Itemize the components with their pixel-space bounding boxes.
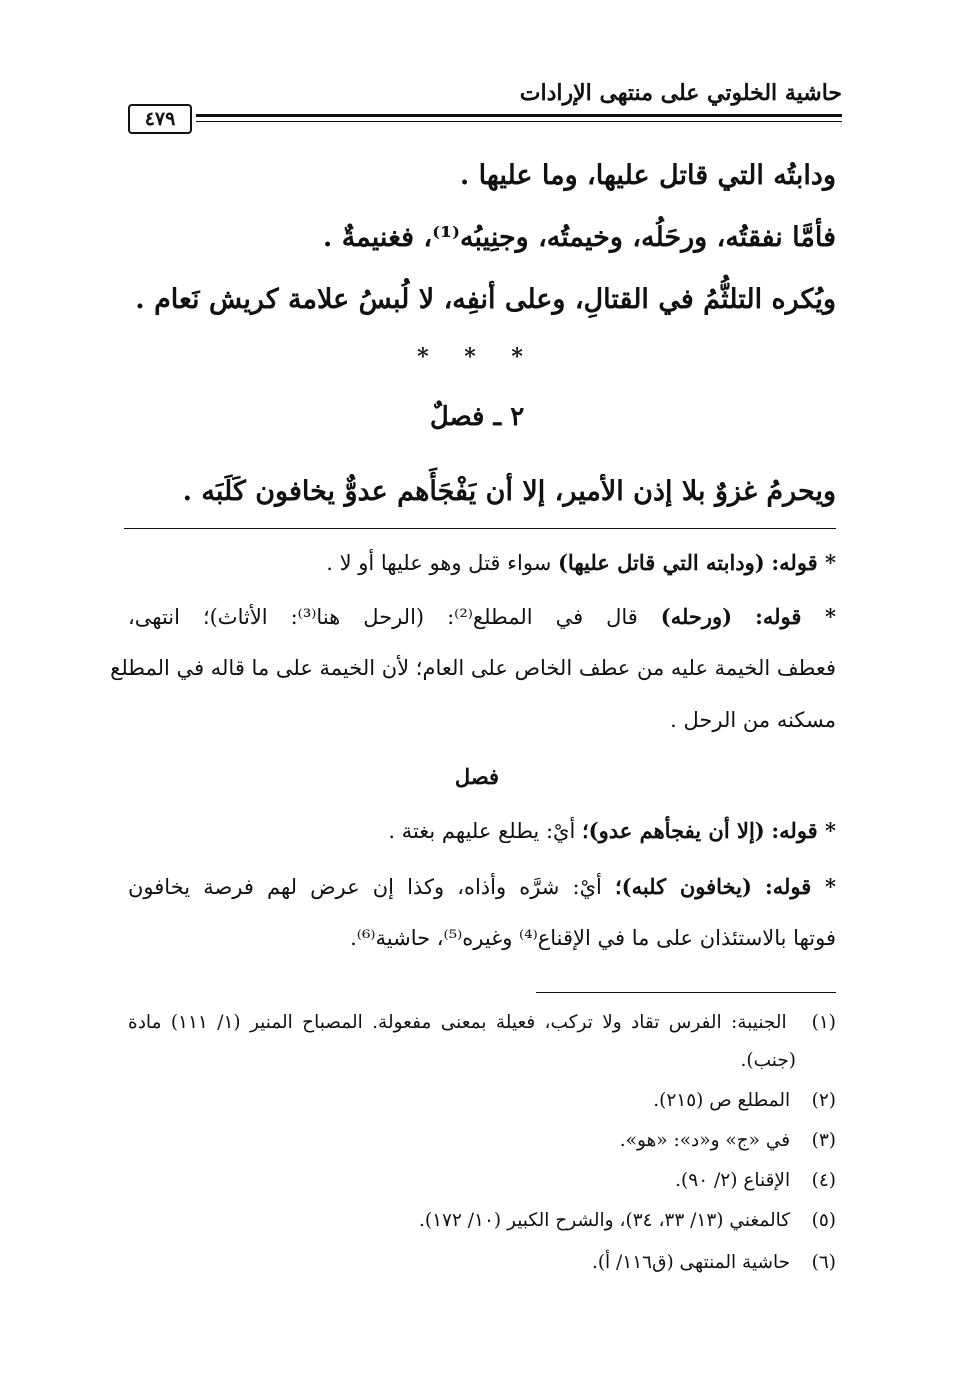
matn-line-3: ويُكره التلثُّمُ في القتالِ، وعلى أنفِه، لا لُبسُ علامة كريش نَعام .: [135, 284, 836, 315]
header-rule-thick: [196, 114, 842, 117]
footnote-1-continuation: (جنب).: [740, 1050, 796, 1071]
sharh-paragraph-2-line-3: مسكنه من الرحل .: [670, 708, 836, 732]
footnote-number: (٦): [811, 1252, 836, 1273]
sharh-paragraph-2-line-2: فعطف الخيمة عليه من عطف الخاص على العام؛ لأن الخيمة على ما قاله في المطلع: [110, 656, 836, 680]
sharh-text: قال في المطلع⁽²⁾: (الرحل هنا⁽³⁾: الأثاث)؛ انتهى،: [128, 605, 638, 629]
page-number: ٤٧٩: [128, 104, 192, 134]
sharh-paragraph-2-line-1: [128, 604, 836, 629]
footnote-3: [620, 1130, 836, 1151]
sharh-lead: * قوله:: [755, 604, 836, 629]
footnote-5: [419, 1210, 836, 1231]
sharh-text: أيْ: شرَّه وأذاه، وكذا إن عرض لهم فرصة يخافون: [128, 875, 602, 899]
matn-line-2: فأمَّا نفقتُه، ورحَلُه، وخيمتُه، وجنِيبُه⁽¹⁾، فغنيمةٌ .: [322, 222, 836, 253]
matn-section-line: ويحرمُ غزوٌ بلا إذن الأمير، إلا أن يَفْجَأَهم عدوٌّ يخافون كَلَبَه .: [182, 476, 836, 507]
sharh-quote: (ودابته التي قاتل عليها): [557, 550, 765, 575]
fasl-title: فصل: [454, 764, 500, 789]
footnote-text: الإقناع (٢/ ٩٠).: [675, 1170, 791, 1191]
sharh-lead: * قوله:: [771, 550, 836, 575]
sharh-paragraph-3: [388, 818, 836, 843]
sharh-lead: * قوله:: [771, 818, 836, 843]
footnote-text: حاشية المنتهى (ق١١٦/ أ).: [591, 1252, 791, 1273]
section-stars: * * *: [417, 344, 537, 370]
footnote-number: (٣): [811, 1130, 836, 1151]
footnote-text: كالمغني (١٣/ ٣٣، ٣٤)، والشرح الكبير (١٠/ ١٧٢).: [418, 1210, 791, 1231]
footnote-2: [653, 1090, 836, 1111]
matn-sharh-separator: [124, 528, 836, 529]
sharh-paragraph-1: [326, 550, 836, 575]
footnote-4: [675, 1170, 836, 1191]
sharh-quote: (إلا أن يفجأهم عدو)؛: [582, 818, 765, 843]
sharh-text: أيْ: يطلع عليهم بغتة .: [388, 819, 576, 843]
sharh-text: سواء قتل وهو عليها أو لا .: [326, 551, 552, 575]
matn-line-1: ودابتُه التي قاتل عليها، وما عليها .: [459, 160, 836, 191]
running-title: حاشية الخلوتي على منتهى الإرادات: [519, 80, 842, 106]
footnote-1: [128, 1012, 836, 1033]
footnote-text: في «ج» و«د»: «هو».: [619, 1130, 791, 1151]
footnote-separator: [536, 992, 836, 993]
footnote-text: الجنيبة: الفرس تقاد ولا تركب، فعيلة بمعنى مفعولة. المصباح المنير (١/ ١١١) مادة: [128, 1012, 787, 1033]
sharh-paragraph-4-line-2: فوتها بالاستئذان على ما في الإقناع⁽⁴⁾ وغيره⁽⁵⁾، حاشية⁽⁶⁾.: [350, 926, 836, 950]
footnote-number: (٢): [811, 1090, 836, 1111]
footnote-text: المطلع ص (٢١٥).: [653, 1090, 791, 1111]
footnote-6: [592, 1252, 836, 1273]
footnote-number: (١): [811, 1012, 837, 1033]
header-rule-thin: [196, 121, 842, 122]
section-title: ٢ ـ فصلٌ: [429, 402, 525, 432]
sharh-quote: (يخافون كلبه)؛: [614, 874, 752, 899]
sharh-quote: (ورحله): [660, 604, 733, 629]
sharh-paragraph-4-line-1: [128, 874, 836, 899]
footnote-number: (٥): [811, 1210, 836, 1231]
footnote-number: (٤): [811, 1170, 836, 1191]
sharh-lead: * قوله:: [764, 874, 836, 899]
